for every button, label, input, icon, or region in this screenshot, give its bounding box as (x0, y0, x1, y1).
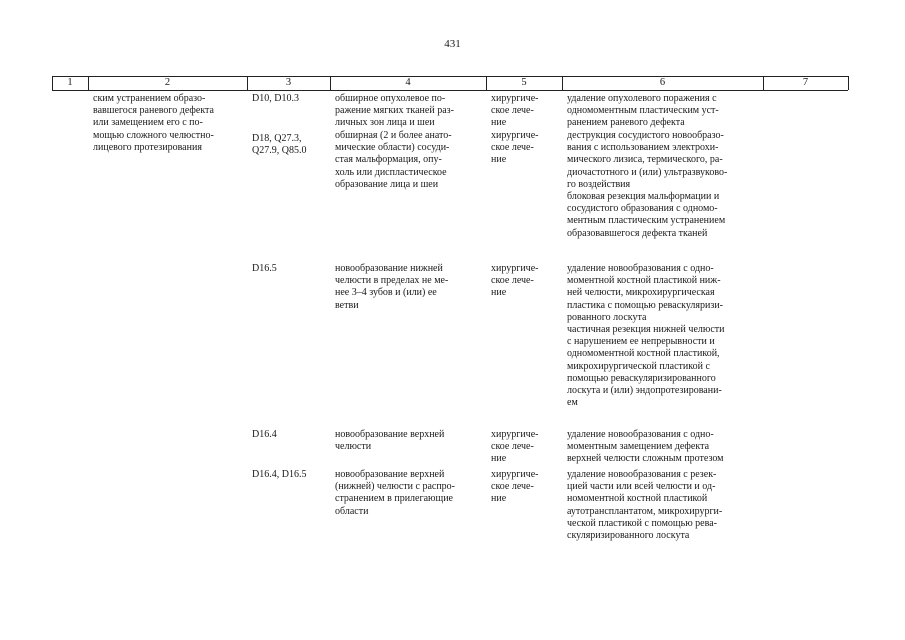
text-line: или замещением его с по- (93, 117, 203, 129)
text-line: (нижней) челюсти с распро- (335, 481, 455, 493)
condition-cell (335, 429, 478, 453)
text-line: верхней челюсти сложным протезом (567, 453, 724, 465)
header-bottom-border (52, 90, 848, 91)
treatment-type-cell (491, 429, 556, 466)
text-line: одномоментной костной пластикой, (567, 348, 720, 360)
treatment-type-cell (491, 130, 556, 167)
text-line: моментной костной пластикой ниж- (567, 275, 721, 287)
text-line: образование лица и шеи (335, 178, 439, 190)
text-line: ским устранением образо- (93, 93, 206, 104)
text-line: одномоментным пластическим уст- (567, 105, 719, 117)
text-line: го воздействия (567, 178, 631, 190)
condition-cell (335, 130, 478, 191)
text-line: ем (567, 397, 578, 409)
text-line: странением в прилегающие (335, 493, 453, 505)
procedure-name-cell (93, 93, 241, 154)
text-line: моментным замещением дефекта (567, 441, 710, 453)
text-line: ментным пластическим устранением (567, 215, 726, 227)
text-line: скуляризированного лоскута (567, 530, 690, 542)
treatment-type-cell (491, 263, 556, 300)
text-line: ние (491, 453, 507, 465)
column-header-3: 3 (285, 77, 292, 88)
text-line: новообразование верхней (335, 469, 445, 480)
text-line: рованного лоскута (567, 311, 647, 323)
text-line: хирургиче- (491, 93, 539, 104)
text-line: блоковая резекция мальформации и (567, 191, 720, 203)
text-line: удаление опухолевого поражения с (567, 93, 717, 104)
text-line: челюсти в пределах не ме- (335, 275, 449, 287)
diagnosis-code-cell (252, 93, 326, 105)
column-header-6: 6 (659, 77, 666, 88)
treatment-method-cell (567, 263, 756, 409)
column-header-2: 2 (164, 77, 171, 88)
text-line: ранением раневого дефекта (567, 117, 685, 129)
text-line: хирургиче- (491, 130, 539, 141)
text-line: ние (491, 287, 507, 299)
text-line: сосудистого образования с одномо- (567, 203, 718, 215)
text-line: удаление новообразования с резек- (567, 469, 717, 480)
condition-cell (335, 93, 478, 130)
text-line: D10, D10.3 (252, 93, 299, 104)
text-line: удаление новообразования с одно- (567, 263, 714, 274)
text-line: D16.4, D16.5 (252, 469, 307, 480)
text-line: области (335, 505, 369, 517)
text-line: помощью реваскуляризированного (567, 372, 716, 384)
text-line: D16.4 (252, 429, 277, 440)
condition-cell (335, 263, 478, 312)
diagnosis-code-cell (252, 429, 326, 441)
text-line: частичная резекция нижней челюсти (567, 324, 725, 336)
column-header-5: 5 (521, 77, 527, 88)
text-line: ское лече- (491, 142, 534, 154)
text-line: новообразование верхней (335, 429, 445, 440)
condition-cell (335, 469, 478, 518)
text-line: ческой пластикой с помощью рева- (567, 517, 717, 529)
diagnosis-code-cell (252, 133, 324, 157)
diagnosis-code-cell (252, 263, 326, 275)
treatment-method-cell (567, 130, 756, 240)
text-line: хирургиче- (491, 469, 539, 480)
text-line: ское лече- (491, 481, 534, 493)
text-line: хирургиче- (491, 263, 539, 274)
treatment-type-cell (491, 469, 556, 506)
text-line: диочастотного и (или) ультразвуково- (567, 166, 728, 178)
diagnosis-code-cell (252, 469, 326, 481)
treatment-method-cell (567, 469, 756, 542)
text-line: деструкция сосудистого новообразо- (567, 130, 724, 141)
text-line: номоментной костной пластикой (567, 493, 708, 505)
text-line: холь или диспластическое (335, 166, 447, 178)
text-line: ское лече- (491, 275, 534, 287)
text-line: вавшегося раневого дефекта (93, 105, 214, 117)
treatment-method-cell (567, 429, 756, 466)
text-line: ское лече- (491, 441, 534, 453)
treatment-type-cell (491, 93, 556, 130)
column-divider (848, 76, 849, 90)
text-line: ней челюсти, микрохирургическая (567, 287, 715, 299)
page-number: 431 (444, 38, 461, 50)
treatment-method-cell (567, 93, 756, 130)
text-line: с нарушением ее непрерывности и (567, 336, 715, 348)
text-line: лоскута и (или) эндопротезировани- (567, 385, 722, 397)
text-line: новообразование нижней (335, 263, 443, 274)
text-line: цией части или всей челюсти и од- (567, 481, 716, 493)
text-line: удаление новообразования с одно- (567, 429, 714, 440)
text-line: ние (491, 493, 507, 505)
text-line: личных зон лица и шеи (335, 117, 435, 129)
text-line: мического лизиса, термического, ра- (567, 154, 723, 166)
text-line: лицевого протезирования (93, 141, 202, 153)
text-line: хирургиче- (491, 429, 539, 440)
text-line: D16.5 (252, 263, 277, 274)
text-line: челюсти (335, 441, 372, 453)
text-line: ветви (335, 299, 359, 311)
column-header-4: 4 (405, 77, 411, 88)
text-line: образовавшегося дефекта тканей (567, 227, 708, 239)
column-header-1: 1 (67, 77, 73, 88)
text-line: вания с использованием электрохи- (567, 142, 719, 154)
text-line: обширное опухолевое по- (335, 93, 446, 104)
text-line: пластика с помощью реваскуляризи- (567, 299, 724, 311)
text-line: обширная (2 и более анато- (335, 130, 452, 141)
text-line: ние (491, 117, 507, 129)
text-line: нее 3–4 зубов и (или) ее (335, 287, 437, 299)
text-line: ражение мягких тканей раз- (335, 105, 454, 117)
text-line: мические области) сосуди- (335, 142, 450, 154)
text-line: ние (491, 154, 507, 166)
text-line: ское лече- (491, 105, 534, 117)
text-line: микрохирургической пластикой с (567, 360, 710, 372)
text-line: Q27.9, Q85.0 (252, 145, 307, 157)
text-line: стая мальформация, опу- (335, 154, 442, 166)
column-header-7: 7 (802, 77, 809, 88)
text-line: мощью сложного челюстно- (93, 129, 214, 141)
text-line: аутотрансплантатом, микрохирурги- (567, 505, 723, 517)
text-line: D18, Q27.3, (252, 133, 302, 144)
